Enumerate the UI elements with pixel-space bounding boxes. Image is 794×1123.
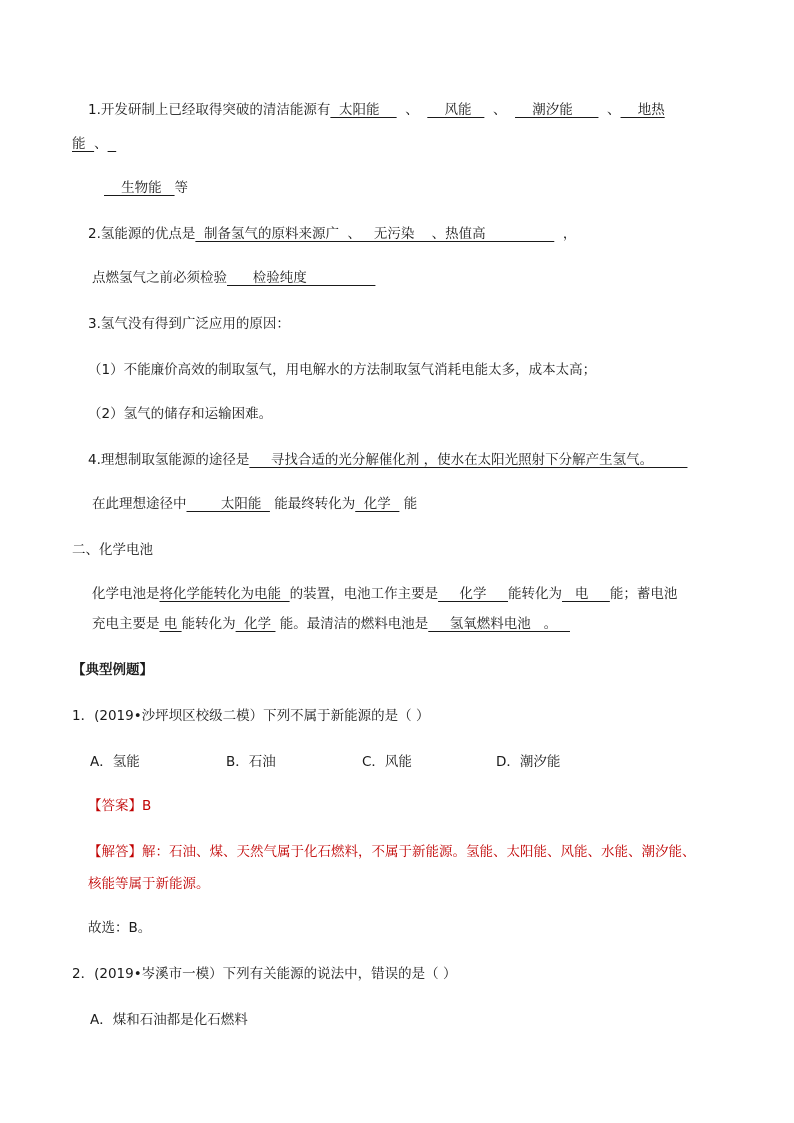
q4-line2: 在此理想途径中 太阳能 能最终转化为 化学 能: [92, 496, 418, 512]
section2-para-line1: 化学电池是将化学能转化为电能 的装置，电池工作主要是 化学 能转化为 电 能；蓄电池: [92, 586, 678, 602]
q3-reason1: （1）不能廉价高效的制取氢气，用电解水的方法制取氢气消耗电能太多，成本太高；: [88, 362, 597, 378]
section-heading-chemical-battery: 二、化学电池: [72, 542, 153, 558]
examples-heading: 【典型例题】: [72, 662, 153, 678]
answer-value: B: [142, 798, 152, 814]
example1-option-b: B．石油: [226, 754, 276, 770]
example2-stem: 2．(2019•岑溪市一模）下列有关能源的说法中，错误的是（ ）: [72, 966, 457, 982]
example2-option-a: A．煤和石油都是化石燃料: [90, 1012, 248, 1028]
section2-para-line2: 充电主要是 电 能转化为 化学 能。最清洁的燃料电池是 氢氧燃料电池 。: [92, 616, 570, 632]
example1-choice: 故选：B。: [88, 920, 152, 936]
example1-option-a: A．氢能: [90, 754, 140, 770]
q2-answer-purity: 检验纯度: [227, 270, 376, 286]
q4-line1: 4.理想制取氢能源的途径是 寻找合适的光分解催化剂 ，使水在太阳光照射下分解产生氢气。: [88, 452, 688, 468]
example1-analysis-line2: 核能等属于新能源。: [88, 876, 210, 892]
q4-answer-chemical: 化学: [355, 496, 400, 512]
answer-label: 【答案】: [88, 798, 142, 814]
analysis-label: 【解答】: [88, 844, 142, 860]
example1-stem: 1．(2019•沙坪坝区校级二模）下列不属于新能源的是（ ）: [72, 708, 430, 724]
example1-option-c: C．风能: [362, 754, 412, 770]
example1-analysis-line1: 【解答】解：石油、煤、天然气属于化石燃料，不属于新能源。氢能、太阳能、风能、水能、潮汐能、: [88, 844, 696, 860]
example1-option-d: D．潮汐能: [496, 754, 561, 770]
q1-answer-geothermal: 地热: [620, 102, 665, 118]
q4-answer-solar: 太阳能: [186, 496, 270, 512]
q1-answer-geothermal-cont: 能: [72, 136, 95, 152]
q4-answer: 寻找合适的光分解催化剂 ，使水在太阳光照射下分解产生氢气。: [249, 452, 688, 468]
q1-answer-tidal: 潮汐能: [515, 102, 599, 118]
q3-title: 3.氢气没有得到广泛应用的原因：: [88, 316, 290, 332]
example1-answer: [88, 796, 151, 816]
q1-answer-biomass: 生物能: [104, 180, 175, 196]
q2-line1: 2.氢能源的优点是 制备氢气的原料来源广 、 无污染 、热值高 ，: [88, 226, 577, 242]
q2-answer: 制备氢气的原料来源广 、 无污染 、热值高: [195, 226, 555, 242]
q2-line2: 点燃氢气之前必须检验 检验纯度: [92, 270, 376, 286]
q1-line3: 生物能 等: [104, 180, 189, 196]
q1-line2: 能 、: [72, 136, 108, 152]
q1-answer-solar: 太阳能: [330, 102, 397, 118]
q3-reason2: （2）氢气的储存和运输困难。: [88, 406, 273, 422]
q1-answer-wind: 风能: [427, 102, 485, 118]
q1-line1: 1.开发研制上已经取得突破的清洁能源有 太阳能 、 风能 、 潮汐能 、 地热: [88, 102, 665, 118]
q1-prefix: 1.开发研制上已经取得突破的清洁能源有: [88, 102, 331, 118]
